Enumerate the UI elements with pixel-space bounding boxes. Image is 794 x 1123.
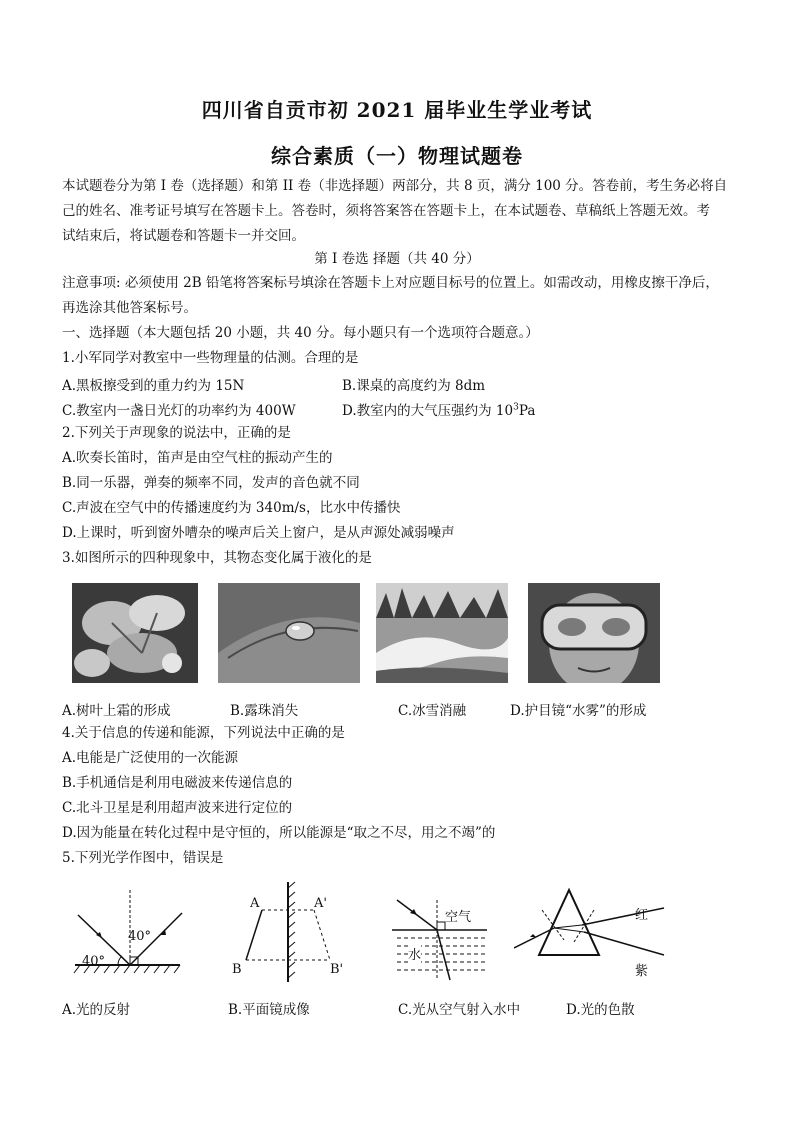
q2-option-d: D.上课时，听到窗外嘈杂的噪声后关上窗户，是从声源处减弱噪声 <box>62 525 455 541</box>
fig-d-label-red: 红 <box>635 908 649 923</box>
fig-b-label-a: A <box>250 896 260 911</box>
photo-frost-leaves <box>72 583 198 683</box>
fig-b-label-a-prime: A' <box>314 896 327 911</box>
fig-b-label-b: B <box>232 962 242 977</box>
q4-option-c: C.北斗卫星是利用超声波来进行定位的 <box>62 800 293 816</box>
intro-line-3: 试结束后，将试题卷和答题卡一并交回。 <box>62 228 305 244</box>
q3-caption-d: D.护目镜“水雾”的形成 <box>510 703 647 719</box>
fig-a-angle-lower: 40° <box>82 954 106 969</box>
q5-caption-a: A.光的反射 <box>62 1002 131 1018</box>
part1-heading: 第 I 卷选 择题（共 40 分） <box>314 251 480 267</box>
q1-option-c: C.教室内一盏日光灯的功率约为 400W <box>62 403 296 419</box>
figure-prism-dispersion <box>514 880 674 985</box>
q3-stem: 3.如图所示的四种现象中，其物态变化属于液化的是 <box>62 550 372 566</box>
q1-option-b: B.课桌的高度约为 8dm <box>342 378 486 394</box>
q1-option-a: A.黑板擦受到的重力约为 15N <box>62 378 245 394</box>
q2-stem: 2.下列关于声现象的说法中，正确的是 <box>62 425 291 441</box>
notice-line-1: 注意事项: 必须使用 2B 铅笔将答案标号填涂在答题卡上对应题目标号的位置上。如需改动，用橡皮擦干净后， <box>62 275 719 291</box>
q2-option-b: B.同一乐器，弹奏的频率不同，发声的音色就不同 <box>62 475 360 491</box>
fig-a-angle-upper: 40° <box>128 929 152 944</box>
q3-caption-c: C.冰雪消融 <box>398 703 467 719</box>
exam-title: 四川省自贡市初 2021 届毕业生学业考试 <box>201 98 593 122</box>
photo-melting-snow <box>376 583 508 683</box>
fig-b-label-b-prime: B' <box>330 962 344 977</box>
q4-option-d: D.因为能量在转化过程中是守恒的，所以能源是“取之不尽，用之不竭”的 <box>62 825 496 841</box>
q4-option-b: B.手机通信是利用电磁波来传递信息的 <box>62 775 293 791</box>
q4-stem: 4.关于信息的传递和能源，下列说法中正确的是 <box>62 725 345 741</box>
photo-fogged-goggles <box>528 583 660 683</box>
q5-caption-b: B.平面镜成像 <box>228 1002 310 1018</box>
q2-option-a: A.吹奏长笛时，笛声是由空气柱的振动产生的 <box>62 450 333 466</box>
fig-c-label-water: 水 <box>408 944 421 963</box>
fig-d-label-violet: 紫 <box>635 964 649 979</box>
q5-caption-c: C.光从空气射入水中 <box>398 1002 521 1018</box>
q5-caption-d: D.光的色散 <box>566 1002 635 1018</box>
fig-c-label-air: 空气 <box>445 910 472 925</box>
q3-caption-a: A.树叶上霜的形成 <box>62 703 171 719</box>
q2-option-c: C.声波在空气中的传播速度约为 340m/s，比水中传播快 <box>62 500 401 516</box>
notice-line-2: 再选涂其他答案标号。 <box>62 300 197 316</box>
q3-caption-b: B.露珠消失 <box>230 703 299 719</box>
q5-stem: 5.下列光学作图中，错误是 <box>62 850 224 866</box>
q1-stem: 1.小军同学对教室中一些物理量的估测。合理的是 <box>62 350 359 366</box>
intro-line-2: 己的姓名、准考证号填写在答题卡上。答卷时，须将答案答在答题卡上，在本试题卷、草稿纸上答题无效。考 <box>62 203 710 219</box>
q1-option-d: D.教室内的大气压强约为 $10^3Pa$ <box>342 402 536 419</box>
figure-air-to-water <box>392 880 502 985</box>
q4-option-a: A.电能是广泛使用的一次能源 <box>62 750 239 766</box>
photo-dew-drop <box>218 583 360 683</box>
exam-subtitle: 综合素质（一）物理试题卷 <box>271 144 523 168</box>
section-heading: 一、选择题（本大题包括 20 小题，共 40 分。每小题只有一个选项符合题意。） <box>62 325 539 341</box>
intro-line-1: 本试题卷分为第 I 卷（选择题）和第 II 卷（非选择题）两部分，共 8 页，满分 100 分。答卷前，考生务必将自 <box>62 178 728 194</box>
